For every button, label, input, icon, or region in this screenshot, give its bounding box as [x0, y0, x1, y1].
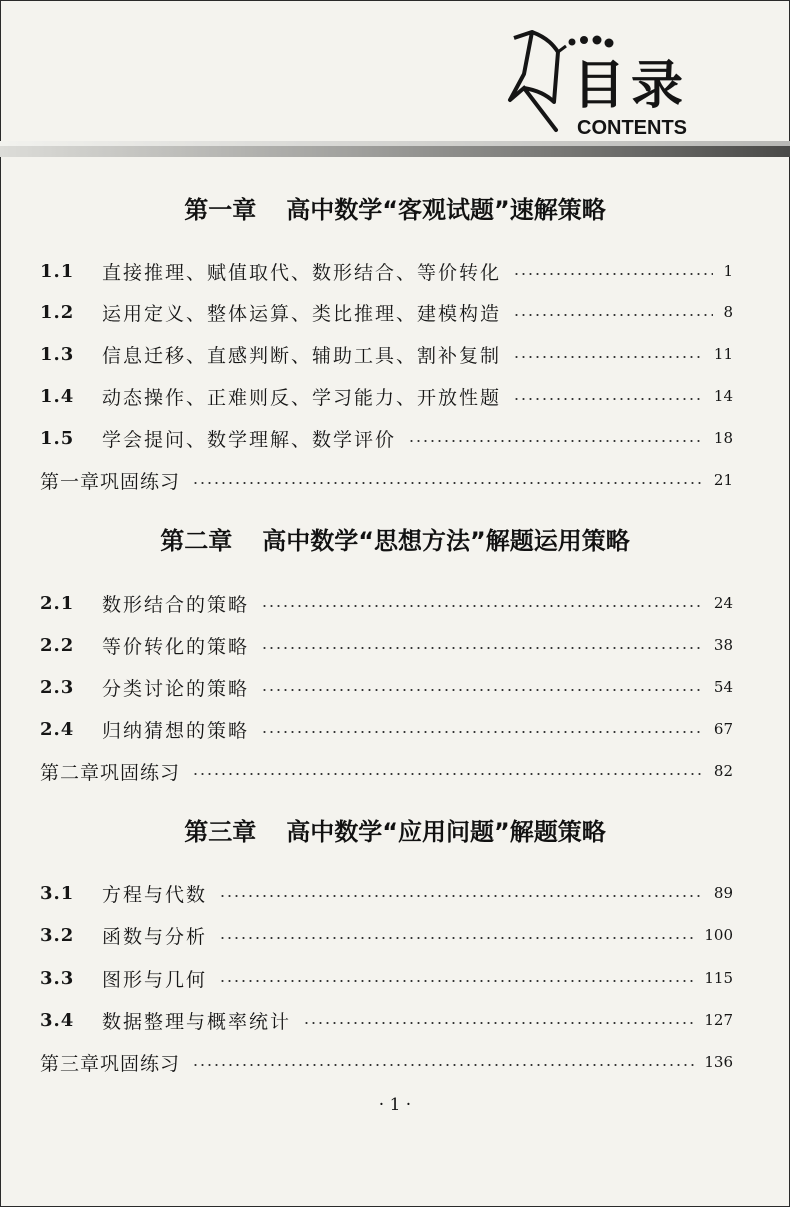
section-number: 3.1 — [40, 882, 75, 904]
chapter-2-number: 第二章 — [160, 527, 233, 555]
section-label: 归纳猜想的策略 — [102, 719, 250, 742]
section-label: 分类讨论的策略 — [102, 677, 250, 700]
section-number: 2.4 — [40, 718, 75, 740]
leader-dots — [408, 440, 704, 442]
page-number: 100 — [704, 926, 733, 944]
page-number: 8 — [723, 303, 733, 321]
leader-dots — [513, 273, 713, 275]
leader-dots — [261, 647, 704, 649]
section-number: 1.1 — [40, 260, 75, 282]
section-number: 1.3 — [40, 343, 75, 365]
section-label: 信息迁移、直感判断、辅助工具、割补复制 — [102, 344, 502, 367]
toc-entry[interactable] — [40, 920, 733, 950]
section-label: 图形与几何 — [102, 968, 208, 991]
chapter-3-number: 第三章 — [184, 818, 257, 846]
toc-entry[interactable] — [40, 381, 733, 411]
page-number: 89 — [713, 884, 733, 902]
page-number: 67 — [713, 720, 733, 738]
chapter-3-name: 高中数学“应用问题”解题策略 — [286, 818, 606, 846]
header-rule-dark — [0, 146, 790, 157]
chapter-3-title — [0, 817, 790, 847]
page-number: 54 — [713, 678, 733, 696]
section-label: 数形结合的策略 — [102, 593, 250, 616]
section-label: 学会提问、数学理解、数学评价 — [102, 428, 397, 451]
leader-dots — [192, 1064, 694, 1066]
page-number: 136 — [704, 1053, 733, 1071]
toc-entry[interactable] — [40, 339, 733, 369]
page-number: 11 — [713, 345, 733, 363]
section-label: 运用定义、整体运算、类比推理、建模构造 — [102, 302, 502, 325]
toc-review-entry[interactable] — [40, 756, 733, 786]
leader-dots — [219, 980, 694, 982]
leader-dots — [219, 937, 694, 939]
toc-entry[interactable] — [40, 672, 733, 702]
section-label: 动态操作、正难则反、学习能力、开放性题 — [102, 386, 502, 409]
page-subtitle: CONTENTS — [577, 117, 687, 139]
review-label: 第三章巩固练习 — [40, 1052, 181, 1075]
chapter-1-name: 高中数学“客观试题”速解策略 — [286, 196, 606, 224]
section-number: 2.1 — [40, 592, 75, 614]
section-number: 3.4 — [40, 1009, 75, 1031]
page-number: 14 — [713, 387, 733, 405]
section-label: 等价转化的策略 — [102, 635, 250, 658]
toc-entry[interactable] — [40, 256, 733, 286]
leader-dots — [261, 605, 704, 607]
toc-entry[interactable] — [40, 423, 733, 453]
section-number: 1.2 — [40, 301, 75, 323]
section-label: 直接推理、赋值取代、数形结合、等价转化 — [102, 261, 502, 284]
leader-dots — [192, 482, 704, 484]
footer-page-number: · 1 · — [378, 1095, 412, 1115]
leader-dots — [219, 895, 704, 897]
page-number: 115 — [704, 969, 733, 987]
review-label: 第一章巩固练习 — [40, 470, 181, 493]
chapter-2-title — [0, 526, 790, 556]
leader-dots — [192, 773, 704, 775]
toc-entry[interactable] — [40, 963, 733, 993]
section-number: 2.2 — [40, 634, 75, 656]
toc-entry[interactable] — [40, 297, 733, 327]
toc-review-entry[interactable] — [40, 1047, 733, 1077]
section-number: 1.5 — [40, 427, 75, 449]
leader-dots — [513, 356, 704, 358]
leader-dots — [513, 398, 704, 400]
toc-review-entry[interactable] — [40, 465, 733, 495]
section-number: 2.3 — [40, 676, 75, 698]
leader-dots — [261, 689, 704, 691]
leader-dots — [261, 731, 704, 733]
page-header — [0, 0, 790, 160]
chapter-1-number: 第一章 — [184, 196, 257, 224]
toc-entry[interactable] — [40, 588, 733, 618]
page-number: 21 — [713, 471, 733, 489]
page-title: 目录 — [573, 56, 690, 116]
leader-dots — [303, 1022, 694, 1024]
section-label: 函数与分析 — [102, 925, 208, 948]
review-label: 第二章巩固练习 — [40, 761, 181, 784]
page-number: 1 — [723, 262, 733, 280]
page-number: 82 — [713, 762, 733, 780]
leader-dots — [513, 314, 713, 316]
chapter-2-name: 高中数学“思想方法”解题运用策略 — [262, 527, 630, 555]
toc-entry[interactable] — [40, 630, 733, 660]
section-number: 3.2 — [40, 924, 75, 946]
toc-entry[interactable] — [40, 878, 733, 908]
toc-entry[interactable] — [40, 714, 733, 744]
page-number: 127 — [704, 1011, 733, 1029]
section-number: 3.3 — [40, 967, 75, 989]
page-number: 24 — [713, 594, 733, 612]
section-label: 数据整理与概率统计 — [102, 1010, 292, 1033]
section-label: 方程与代数 — [102, 883, 208, 906]
page-number: 18 — [713, 429, 733, 447]
chapter-1-title — [0, 195, 790, 225]
page-number: 38 — [713, 636, 733, 654]
section-number: 1.4 — [40, 385, 75, 407]
toc-entry[interactable] — [40, 1005, 733, 1035]
